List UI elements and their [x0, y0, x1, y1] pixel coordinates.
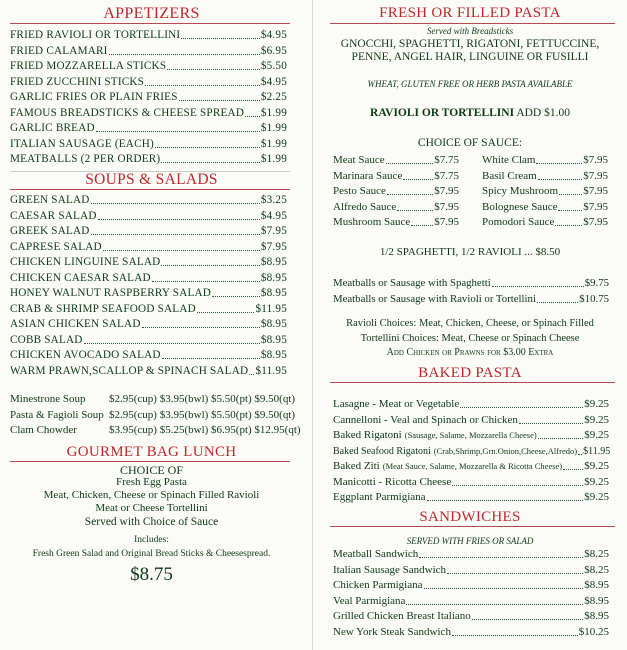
sauce-item [333, 216, 459, 229]
appetizer-item [10, 29, 287, 42]
sauce-item [482, 201, 608, 214]
sauce-item-price: $7.75 [434, 154, 459, 166]
dot-leader [424, 588, 584, 589]
dot-leader [98, 219, 260, 220]
dot-leader [96, 131, 260, 132]
salad-item [10, 225, 287, 238]
sauce-item-price: $7.95 [583, 200, 608, 213]
soup-item-name: Minestrone Soup [10, 393, 86, 405]
salad-item-price: $3.25 [260, 194, 287, 206]
appetizer-item-price: $4.95 [260, 75, 287, 88]
dot-leader [558, 210, 582, 211]
sauce-item-name: Alfredo Sauce [333, 200, 397, 213]
dot-leader [411, 225, 433, 226]
dot-leader [452, 485, 583, 486]
sandwich-item-name: Veal Parmigiana [333, 594, 406, 607]
salad-item [10, 272, 287, 285]
ravioli-upgrade-price: ADD $1.00 [516, 107, 570, 119]
salad-item-price: $11.95 [255, 364, 287, 377]
baked-pasta-item [333, 445, 609, 458]
appetizer-item-price: $1.99 [260, 153, 287, 165]
baked-pasta-item-name: Baked Seafood Rigatoni [333, 445, 431, 457]
soup-item [10, 409, 295, 421]
sauce-item [482, 216, 608, 229]
soup-item-prices: $3.95(cup) $5.25(bwl) $6.95(pt) $12.95(qt) [109, 424, 301, 436]
salad-item [10, 365, 287, 378]
appetizer-item-price: $5.50 [260, 60, 287, 72]
dot-leader [109, 54, 260, 55]
sauce-heading: CHOICE OF SAUCE: [417, 137, 523, 149]
dot-leader [387, 194, 433, 195]
bag-lunch-choice-of: CHOICE OF [119, 463, 183, 477]
dot-leader [145, 85, 260, 86]
dot-leader [403, 179, 433, 180]
pasta-rule [330, 23, 615, 24]
baked-pasta-item-price: $9.25 [584, 460, 609, 472]
appetizer-item [10, 122, 287, 135]
pasta-extra-item-price: $10.75 [579, 292, 609, 305]
baked-pasta-heading: BAKED PASTA [418, 365, 522, 381]
dot-leader [197, 312, 255, 313]
sauce-item [482, 185, 608, 198]
salad-item-name: WARM PRAWN,SCALLOP & SPINACH SALAD [10, 364, 249, 377]
half-half: 1/2 SPAGHETTI, 1/2 RAVIOLI ... $8.50 [379, 246, 561, 258]
sandwiches-rule [330, 526, 615, 527]
sandwich-item-price: $8.95 [584, 610, 609, 622]
baked-pasta-item [333, 398, 609, 411]
bag-lunch-heading: GOURMET BAG LUNCH [66, 444, 237, 460]
bag-lunch-line3: Meat or Cheese Tortellini [95, 502, 208, 514]
dot-leader [103, 250, 260, 251]
dot-leader [537, 302, 578, 303]
dot-leader [152, 281, 260, 282]
appetizer-item-name: FAMOUS BREADSTICKS & CHEESE SPREAD [10, 106, 245, 119]
bag-lunch-includes-detail: Fresh Green Salad and Original Bread Sticks & Cheesespread. [32, 549, 271, 559]
dot-leader [386, 163, 434, 164]
appetizer-item [10, 153, 287, 166]
pasta-extra-item-name: Meatballs or Sausage with Ravioli or Tortellini [333, 292, 536, 305]
sauce-item-name: Bolognese Sauce [482, 200, 558, 213]
sandwich-item-name: Grilled Chicken Breast Italiano [333, 610, 471, 622]
ravioli-choices: Ravioli Choices: Meat, Chicken, Cheese, or Spinach Filled [346, 318, 594, 329]
salad-item [10, 303, 287, 316]
add-chicken: Add Chicken or Prawns for $3.00 Extra [386, 347, 554, 358]
sauce-item-price: $7.95 [583, 185, 608, 197]
salad-item-name: COBB SALAD [10, 333, 83, 346]
dot-leader [155, 147, 260, 148]
sandwich-item [333, 579, 609, 592]
appetizer-item-price: $4.95 [260, 29, 287, 41]
salad-item [10, 210, 287, 223]
salad-item-price: $8.95 [260, 318, 287, 330]
pasta-types-line1: GNOCCHI, SPAGHETTI, RIGATONI, FETTUCCINE, [340, 38, 600, 50]
baked-pasta-item [333, 429, 609, 442]
bag-lunch-line4: Served with Choice of Sauce [84, 516, 219, 528]
appetizer-item-name: ITALIAN SAUSAGE (EACH) [10, 137, 154, 150]
dot-leader [538, 179, 583, 180]
appetizer-item [10, 91, 287, 104]
dot-leader [161, 265, 259, 266]
baked-pasta-item-price: $9.25 [584, 429, 609, 441]
sandwich-item-name: Meatball Sandwich [333, 548, 419, 560]
dot-leader [249, 374, 254, 375]
baked-pasta-item-name: Cannelloni - Veal and Spinach or Chicken [333, 413, 518, 426]
salad-item-price: $8.95 [260, 349, 287, 361]
salad-item-price: $7.95 [260, 225, 287, 237]
baked-pasta-rule [330, 382, 615, 383]
sauce-item [333, 154, 459, 167]
sandwich-item-name: Italian Sausage Sandwich [333, 563, 447, 576]
soups-salads-heading: SOUPS & SALADS [85, 171, 218, 188]
bag-lunch-rule [10, 461, 290, 462]
sandwich-item [333, 595, 609, 608]
baked-pasta-item-detail: (Sausage, Salame, Mozzarella Cheese) [404, 430, 537, 440]
dot-leader [162, 358, 260, 359]
appetizer-item-name: GARLIC FRIES OR PLAIN FRIES [10, 91, 178, 103]
salad-item [10, 334, 287, 347]
sauce-item [333, 170, 459, 183]
dot-leader [161, 162, 259, 163]
dot-leader [142, 327, 260, 328]
appetizers-heading: APPETIZERS [103, 5, 200, 22]
sauce-item-price: $7.95 [583, 154, 608, 166]
sandwich-item-name: New York Steak Sandwich [333, 625, 451, 638]
sauce-item-price: $7.95 [583, 216, 608, 228]
salad-item-name: CAESAR SALAD [10, 209, 97, 222]
pasta-extra-item-name: Meatballs or Sausage with Spaghetti [333, 277, 491, 289]
dot-leader [397, 210, 433, 211]
appetizer-item [10, 107, 287, 120]
ravioli-upgrade [320, 107, 620, 119]
appetizer-item-name: FRIED MOZZARELLA STICKS [10, 60, 167, 72]
pasta-served-with: Served with Breadsticks [426, 26, 514, 36]
salad-item-name: CRAB & SHRIMP SEAFOOD SALAD [10, 302, 196, 315]
baked-pasta-item-price: $9.25 [584, 491, 609, 503]
sauce-item-name: Marinara Sauce [333, 169, 403, 182]
salad-item-price: $8.95 [260, 256, 287, 268]
pasta-extra-item-price: $9.75 [584, 277, 609, 289]
pasta-types-line2: PENNE, ANGEL HAIR, LINGUINE OR FUSILLI [351, 51, 589, 63]
salad-item-name: ASIAN CHICKEN SALAD [10, 318, 141, 330]
salad-item-price: $8.95 [260, 287, 287, 299]
sandwich-item-price: $8.95 [584, 579, 609, 591]
dot-leader [472, 619, 583, 620]
sandwich-item-name: Chicken Parmigiana [333, 579, 423, 591]
dot-leader [578, 454, 582, 455]
appetizers-rule [10, 23, 290, 24]
salad-item [10, 318, 287, 331]
appetizer-item-name: FRIED RAVIOLI OR TORTELLINI [10, 29, 181, 41]
dot-leader [84, 343, 260, 344]
sauce-item-name: Mushroom Sauce [333, 216, 411, 228]
baked-pasta-item [333, 414, 609, 427]
pasta-available: WHEAT, GLUTEN FREE OR HERB PASTA AVAILABLE [367, 79, 573, 89]
appetizer-item-price: $1.99 [260, 122, 287, 134]
dot-leader [563, 469, 583, 470]
sauce-item-name: Pomodori Sauce [482, 216, 555, 228]
sauce-item-name: Pesto Sauce [333, 185, 386, 197]
appetizer-item [10, 76, 287, 89]
appetizer-item [10, 138, 287, 151]
appetizer-item-name: GARLIC BREAD [10, 122, 95, 134]
soup-item [10, 393, 295, 405]
appetizer-item-price: $1.99 [260, 106, 287, 119]
sandwiches-heading: SANDWICHES [419, 509, 521, 525]
soup-item-name: Clam Chowder [10, 424, 77, 436]
baked-pasta-item-price: $9.25 [584, 475, 609, 488]
dot-leader [406, 604, 583, 605]
salad-item-name: CHICKEN CAESAR SALAD [10, 271, 151, 284]
dot-leader [447, 573, 583, 574]
salad-item-name: HONEY WALNUT RASPBERRY SALAD [10, 287, 212, 299]
dot-leader [519, 423, 583, 424]
dot-leader [536, 163, 582, 164]
baked-pasta-item-name: Baked Rigatoni [333, 429, 402, 441]
dot-leader [167, 69, 260, 70]
appetizer-item-name: FRIED CALAMARI [10, 44, 108, 57]
salad-item [10, 241, 287, 254]
sauce-item-price: $7.95 [583, 169, 608, 182]
salad-item-price: $8.95 [260, 271, 287, 284]
salad-item-price: $7.95 [260, 240, 287, 253]
salad-item-name: GREEN SALAD [10, 194, 90, 206]
dot-leader [555, 225, 582, 226]
baked-pasta-item-name: Manicotti - Ricotta Cheese [333, 475, 452, 488]
soup-item-prices: $2.95(cup) $3.95(bwl) $5.50(pt) $9.50(qt) [109, 408, 296, 421]
column-divider [312, 0, 313, 650]
appetizer-item-price: $6.95 [260, 44, 287, 57]
dot-leader [212, 296, 260, 297]
sauce-item [482, 154, 608, 167]
dot-leader [492, 286, 584, 287]
dot-leader [559, 194, 582, 195]
baked-pasta-item-name: Baked Ziti [333, 460, 380, 472]
salad-item-price: $11.95 [255, 302, 287, 315]
sandwich-item [333, 564, 609, 577]
bag-lunch-includes: Includes: [134, 535, 169, 545]
ravioli-upgrade-label: RAVIOLI OR TORTELLINI [370, 107, 515, 119]
pasta-heading: FRESH OR FILLED PASTA [379, 5, 561, 21]
salad-item [10, 349, 287, 362]
dot-leader [179, 100, 260, 101]
baked-pasta-item-price: $9.25 [584, 398, 609, 410]
dot-leader [460, 407, 583, 408]
dot-leader [245, 116, 260, 117]
sauce-item [333, 185, 459, 198]
sauce-item-name: Spicy Mushroom [482, 185, 559, 197]
soups-salads-rule [10, 189, 290, 190]
salad-item-name: CHICKEN AVOCADO SALAD [10, 349, 161, 361]
soup-item-name: Pasta & Fagioli Soup [10, 408, 104, 421]
sandwich-item-price: $8.25 [584, 563, 609, 576]
baked-pasta-item [333, 491, 609, 504]
dot-leader [427, 500, 584, 501]
salad-item [10, 256, 287, 269]
appetizer-item [10, 45, 287, 58]
appetizer-item-name: FRIED ZUCCHINI STICKS [10, 75, 145, 88]
salad-item-price: $8.95 [260, 333, 287, 346]
sandwich-item [333, 548, 609, 561]
salad-item-name: CAPRESE SALAD [10, 240, 102, 253]
sauce-item-name: White Clam [482, 154, 536, 166]
baked-pasta-item-detail: (Meat Sauce, Salame, Mozzarella & Ricotta Cheese) [382, 461, 563, 471]
salad-item [10, 287, 287, 300]
appetizer-item-name: MEATBALLS (2 PER ORDER) [10, 153, 161, 165]
appetizer-item-price: $1.99 [260, 137, 287, 150]
dot-leader [452, 635, 578, 636]
bag-lunch-line2: Meat, Chicken, Cheese or Spinach Filled Ravioli [43, 489, 260, 501]
salad-item-price: $4.95 [260, 209, 287, 222]
salad-item [10, 194, 287, 207]
dot-leader [419, 557, 583, 558]
baked-pasta-item [333, 460, 609, 473]
tortellini-choices: Tortellini Choices: Meat, Cheese or Spinach Cheese [360, 333, 580, 344]
dot-leader [181, 38, 259, 39]
baked-pasta-item-detail: (Crab,Shrimp,Grn.Onion,Cheese,Alfredo) [433, 445, 578, 456]
soup-item-prices: $2.95(cup) $3.95(bwl) $5.50(pt) $9.50(qt) [109, 393, 296, 405]
pasta-extra-item [333, 277, 609, 290]
appetizer-item-price: $2.25 [260, 91, 287, 103]
sauce-item-price: $7.95 [434, 185, 459, 197]
sauce-item [482, 170, 608, 183]
baked-pasta-item-name: Lasagne - Meat or Vegetable [333, 398, 460, 410]
baked-pasta-item-name: Eggplant Parmigiana [333, 491, 426, 503]
salad-item-name: CHICKEN LINGUINE SALAD [10, 256, 161, 268]
baked-pasta-item-price: $9.25 [584, 413, 609, 426]
sauce-item-price: $7.95 [434, 200, 459, 213]
salad-item-name: GREEK SALAD [10, 225, 90, 237]
sandwich-item-price: $8.25 [584, 548, 609, 560]
sandwich-item-price: $8.95 [584, 594, 609, 607]
sauce-item-name: Basil Cream [482, 169, 537, 182]
sauce-item-price: $7.75 [434, 169, 459, 182]
bag-lunch-price: $8.75 [130, 564, 173, 585]
dot-leader [538, 438, 584, 439]
sauce-item-price: $7.95 [434, 216, 459, 228]
dot-leader [91, 203, 260, 204]
appetizer-item [10, 60, 287, 73]
sandwich-item [333, 610, 609, 623]
bag-lunch-line1: Fresh Egg Pasta [116, 476, 187, 488]
sandwich-item [333, 626, 609, 639]
sauce-item-name: Meat Sauce [333, 154, 385, 166]
baked-pasta-item-price: $11.95 [583, 445, 611, 457]
dot-leader [91, 234, 260, 235]
baked-pasta-item [333, 476, 609, 489]
pasta-extra-item [333, 293, 609, 306]
soup-item [10, 424, 301, 436]
sandwiches-served-with: SERVED WITH FRIES OR SALAD [406, 536, 534, 546]
sauce-item [333, 201, 459, 214]
sandwich-item-price: $10.25 [578, 625, 609, 638]
